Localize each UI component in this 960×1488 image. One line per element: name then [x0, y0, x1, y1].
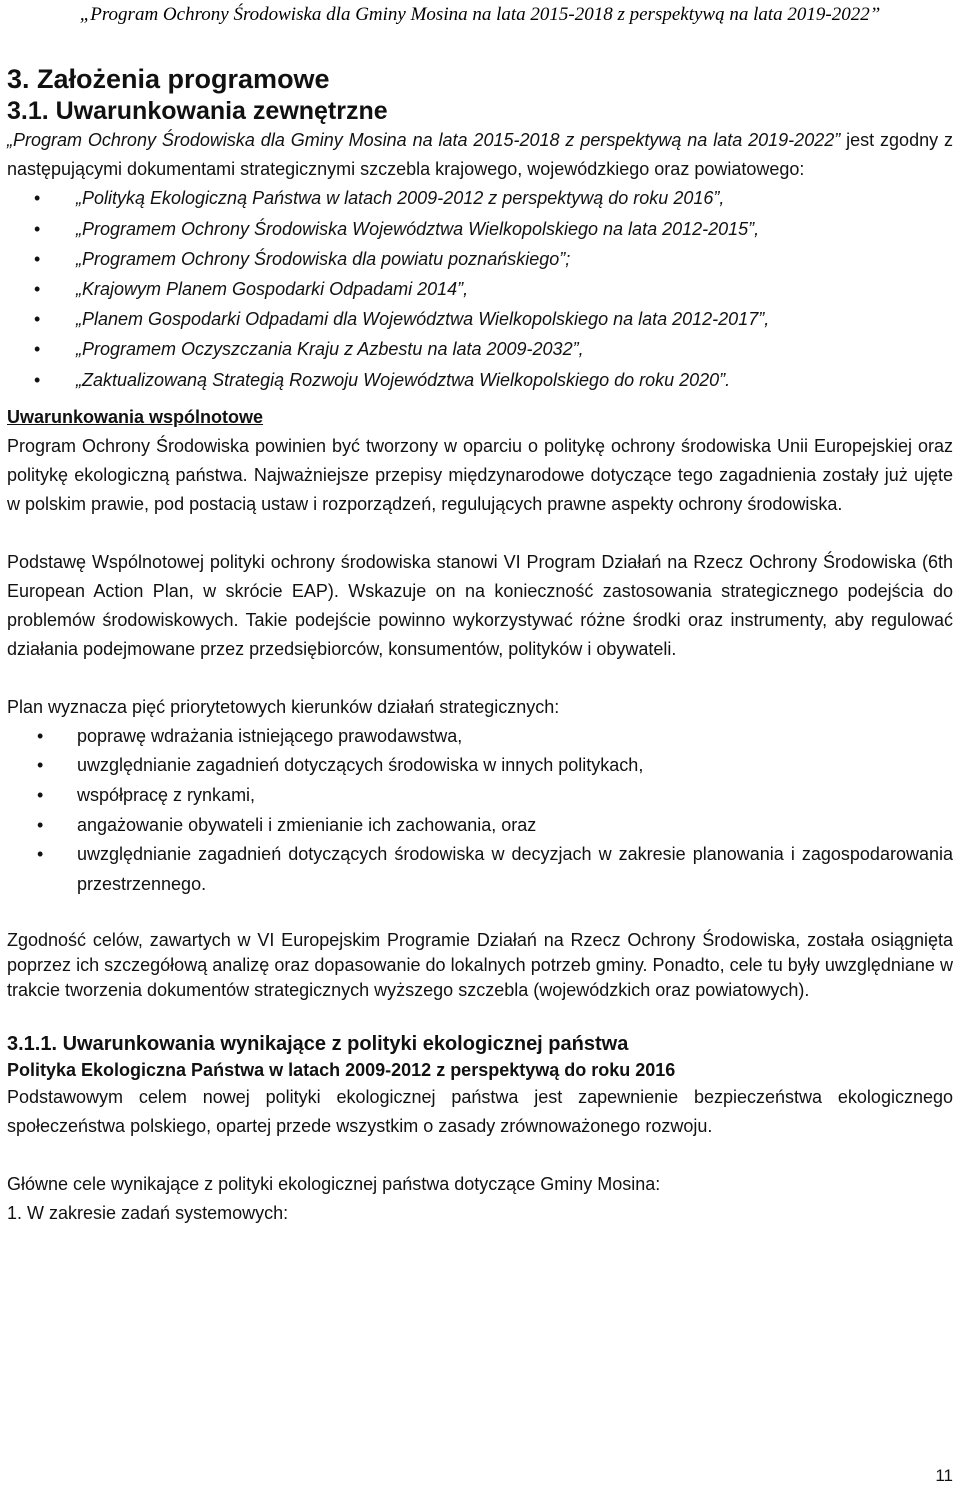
- subsection-heading: 3.1.1. Uwarunkowania wynikające z polityki ekologicznej państwa: [7, 1033, 629, 1056]
- strategic-documents-list: [7, 183, 953, 394]
- list-item: • „Krajowym Planem Gospodarki Odpadami 2014”,: [7, 274, 953, 304]
- intro-paragraph: [7, 126, 953, 183]
- page-number: 11: [935, 1466, 953, 1485]
- running-header: „Program Ochrony Środowiska dla Gminy Mosina na lata 2015-2018 z perspektywą na lata 2019-2022”: [79, 4, 881, 25]
- paragraph-plan-intro: Plan wyznacza pięć priorytetowych kierunków działań strategicznych:: [7, 696, 560, 717]
- paragraph-systemic-tasks: 1. W zakresie zadań systemowych:: [7, 1203, 289, 1224]
- priorities-list: [7, 722, 953, 900]
- paragraph-eu-policy: Program Ochrony Środowiska powinien być tworzony w oparciu o politykę ochrony środowiska Unii Europejskiej oraz politykę ekologiczną państwa. Najważniejsze przepisy międzynarodowe dotyczące tego zagadnienia zostały już ujęte w polskim prawie, pod postacią ustaw i rozporządzeń, regulujących prawne aspekty ochrony środowiska.: [7, 435, 953, 514]
- list-item: • „Programem Oczyszczania Kraju z Azbestu na lata 2009-2032”,: [7, 334, 953, 364]
- paragraph-goals-intro: Główne cele wynikające z polityki ekologicznej państwa dotyczące Gminy Mosina:: [7, 1174, 661, 1195]
- document-body: [7, 62, 953, 1228]
- list-item: • „Polityką Ekologiczną Państwa w latach 2009-2012 z perspektywą do roku 2016”,: [7, 183, 953, 213]
- community-heading: Uwarunkowania wspólnotowe: [7, 406, 264, 427]
- list-item: • „Programem Ochrony Środowiska Województwa Wielkopolskiego na lata 2012-2015”,: [7, 214, 953, 244]
- list-item: • „Zaktualizowaną Strategią Rozwoju Województwa Wielkopolskiego do roku 2020”.: [7, 365, 953, 395]
- paragraph-compliance: Zgodność celów, zawartych w VI Europejskim Programie Działań na Rzecz Ochrony Środowiska, została osiągnięta poprzez ich szczegółową analizę oraz dopasowanie do lokalnych potrzeb gminy. Ponadto, cele tu były uwzględniane w trakcie tworzenia dokumentów strategicznych wyższego szczebla (wojewódzkich oraz powiatowych).: [7, 930, 953, 1000]
- list-item: • współpracę z rynkami,: [7, 781, 953, 811]
- program-title: „Program Ochrony Środowiska dla Gminy Mosina na lata 2015-2018 z perspektywą na lata 2019-2022”: [7, 130, 841, 150]
- list-item: • uwzględnianie zagadnień dotyczących środowiska w decyzjach w zakresie planowania i zagospodarowania przestrzennego.: [7, 840, 953, 899]
- paragraph-main-goal: Podstawowym celem nowej polityki ekologicznej państwa jest zapewnienie bezpieczeństwa ekologicznego społeczeństwa polskiego, opartej przede wszystkim o zasady zrównoważonego rozwoju.: [7, 1087, 953, 1137]
- list-item: • „Programem Ochrony Środowiska dla powiatu poznańskiego”;: [7, 244, 953, 274]
- policy-subheading: Polityka Ekologiczna Państwa w latach 2009-2012 z perspektywą do roku 2016: [7, 1060, 676, 1081]
- list-item: • angażowanie obywateli i zmienianie ich zachowania, oraz: [7, 811, 953, 841]
- intro-text: jest zgodny z następującymi dokumentami strategicznymi szczebla krajowego, wojewódzkiego oraz powiatowego:: [7, 130, 953, 179]
- chapter-heading: 3. Założenia programowe: [7, 64, 330, 94]
- list-item: • poprawę wdrażania istniejącego prawodawstwa,: [7, 722, 953, 752]
- paragraph-eap: Podstawę Wspólnotowej polityki ochrony środowiska stanowi VI Program Działań na Rzecz Ochrony Środowiska (6th European Action Plan, w skrócie EAP). Wskazuje on na konieczność zastosowania strategicznego podejścia do problemów środowiskowych. Takie podejście powinno wykorzystywać różne środki oraz instrumenty, aby regulować działania podejmowane przez przedsiębiorców, konsumentów, polityków i obywateli.: [7, 551, 953, 659]
- list-item: • uwzględnianie zagadnień dotyczących środowiska w innych politykach,: [7, 751, 953, 781]
- section-heading: 3.1. Uwarunkowania zewnętrzne: [7, 97, 388, 125]
- list-item: • „Planem Gospodarki Odpadami dla Województwa Wielkopolskiego na lata 2012-2017”,: [7, 304, 953, 334]
